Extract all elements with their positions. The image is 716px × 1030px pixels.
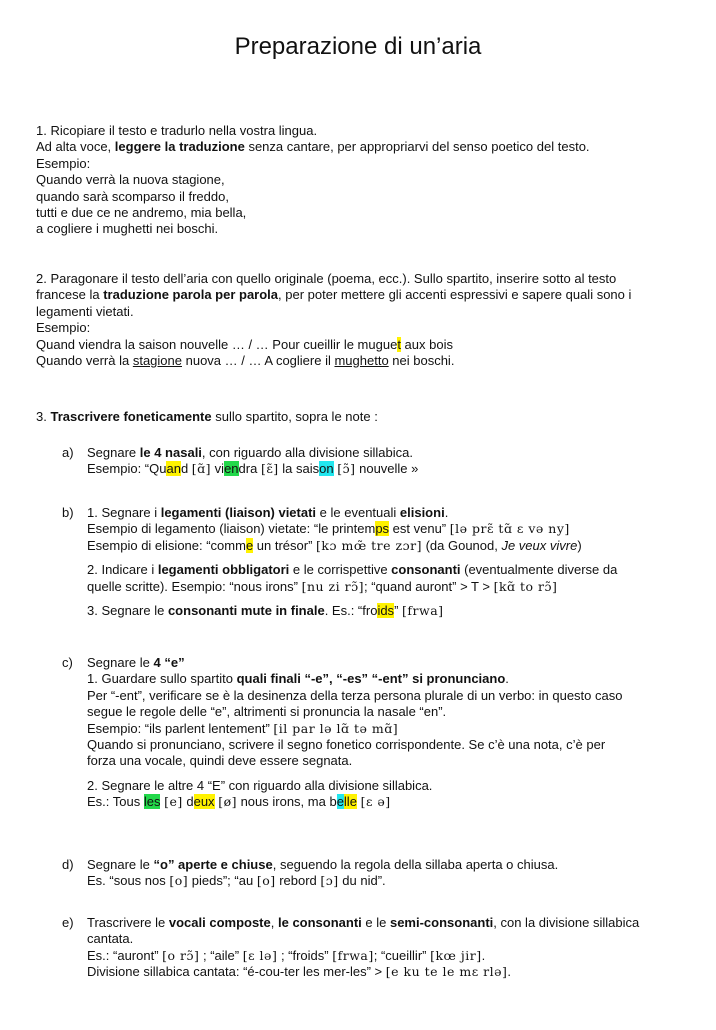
section-1 xyxy=(36,123,686,238)
s2-example-label: Esempio: xyxy=(36,320,91,336)
s2-line-3: legamenti vietati. xyxy=(36,303,134,319)
a-example: Esempio: “Quand [ɑ̃] viendra [ɛ̃] la saison [ɔ̃] nouvelle » xyxy=(87,461,419,477)
document-page: Preparazione di un’aria 1. Ricopiare il testo e tradurlo nella vostra lingua. Ad alta voce, leggere la traduzione senza cantare, per appropriarvi del senso poetico del testo. Esempio: Quando verrà la nuova stagione, quando sarà scomparso il freddo, tutti e due ce ne andremo, mia bella, a cogliere i mughetti nei boschi. 2. Paragonare il testo dell’aria con quello originale (poema, ecc.). Sullo spartito, inserire sotto al testo francese la traduzione parola per parola, per poter mettere gli accenti espressivi e sapere quali sono i legamenti vietati. Esempio: Quand viendra la saison nouvelle … / … Pour cueillir le muguet aux bois Quando verrà la stagione nuova … / … A cogliere il mughetto nei boschi. 3. Trascrivere foneticamente sullo spartito, sopra le note : a) Segnare le 4 nasali, con riguardo alla divisione sillabica. Esempio: “Quand [ɑ̃] viendra [ɛ̃] la saison [ɔ̃] nouvelle » b) 1. Segnare i legamenti (liaison) vietati e le eventuali elisioni. Esempio di legamento (liaison) vietate: “le printemps est venu” [lə prɛ̃ tɑ̃ ɛ və ny] Esempio di elisione: “comme un trésor” [kɔ mœ̃ tre zɔr] (da Gounod, Je veux vivre) 2. Indicare i legamenti obbligatori e le corrispettive consonanti (eventualmente diverse da quelle scritte). Esempio: “nous irons” [nu zi rɔ̃]; “quand auront” > T > [kɑ̃ to rɔ̃] 3. Segnare le consonanti mute in finale. Es.: “froids” [frwa] c) Segnare le 4 “e” 1. Guardare sullo spartito quali finali “-e”, “-es” “-ent” si pronunciano. Per “-ent”, verificare se è la desinenza della terza persona plurale di un verbo: in questo caso segue le regole delle “e”, altrimenti si pronuncia la nasale “en”. Esempio: “ils parlent lentement” [il par lə lɑ̃ tə mɑ̃] Quando si pronunciano, scrivere il segno fonetico corrispondente. Se c’è una nota, c’è per forza una vocale, quindi deve essere segnata. 2. Segnare le altre 4 “E” con riguardo alla divisione sillabica. Es.: Tous les [e] deux [ø] nous irons, ma belle [ɛ ə] d) Segnare le “o” aperte e chiuse, seguendo la regola della sillaba aperta o chiusa. Es. “sous nos [o] pieds”; “au [o] rebord [ɔ] du nid”. e) Trascrivere le vocali composte, le consonanti e le semi-consonanti, con la divisione sillabica cantata. Es.: “auront” [o rɔ̃] ; “aile” [ɛ lə] ; “froids” [frwa]; “cueillir” [kœ jir]. Divisione sillabica cantata: “é-cou-ter les mer-les” > [e ku te le mɛ rlə]. xyxy=(0,0,716,1030)
document-title: Preparazione di un’aria xyxy=(234,33,482,60)
s1-example-label: Esempio: xyxy=(36,155,91,171)
list-label: b) xyxy=(62,505,74,520)
s2-french-line: Quand viendra la saison nouvelle … / … Pour cueillir le muguet aux bois xyxy=(36,336,453,352)
section-3-heading: 3. Trascrivere foneticamente sullo spartito, sopra le note : xyxy=(36,409,378,424)
poem-line: Quando verrà la nuova stagione, xyxy=(36,172,225,188)
list-label: a) xyxy=(62,445,74,460)
list-label: e) xyxy=(62,915,74,930)
s2-line-1: 2. Paragonare il testo dell’aria con quello originale (poema, ecc.). Sullo spartito, inserire sotto al testo xyxy=(36,271,617,286)
poem-line: tutti e due ce ne andremo, mia bella, xyxy=(36,205,247,221)
section-2 xyxy=(36,271,686,369)
poem-line: quando sarà scomparso il freddo, xyxy=(36,188,229,204)
s1-line-2: Ad alta voce, leggere la traduzione senza cantare, per appropriarvi del senso poetico del testo. xyxy=(36,139,590,155)
s1-line-1: 1. Ricopiare il testo e tradurlo nella vostra lingua. xyxy=(36,123,318,138)
s2-italian-line: Quando verrà la stagione nuova … / … A cogliere il mughetto nei boschi. xyxy=(36,353,455,369)
list-label: c) xyxy=(62,655,73,670)
s2-line-2: francese la traduzione parola per parola, per poter mettere gli accenti espressivi e sapere quali sono i xyxy=(36,287,632,303)
poem-line: a cogliere i mughetti nei boschi. xyxy=(36,221,219,237)
list-label: d) xyxy=(62,857,74,872)
